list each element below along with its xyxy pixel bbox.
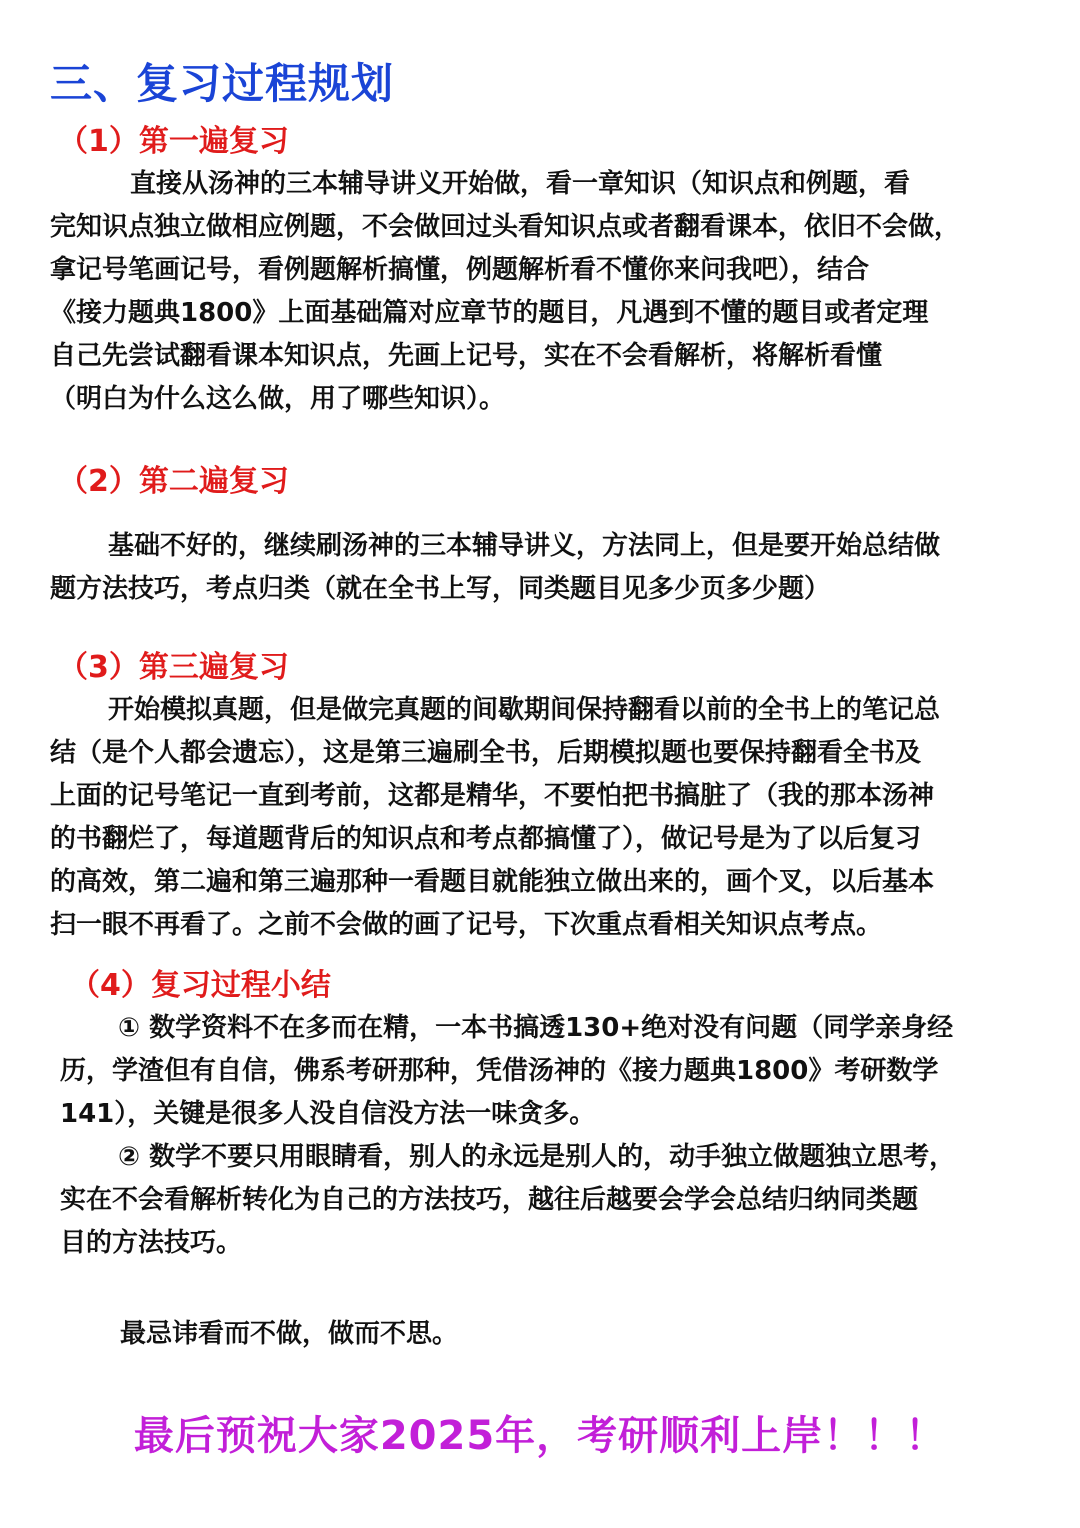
text-line: 拿记号笔画记号，看例题解析搞懂，例题解析看不懂你来问我吧），结合 <box>50 255 870 285</box>
text-line: 自己先尝试翻看课本知识点，先画上记号，实在不会看解析，将解析看懂 <box>50 341 883 371</box>
text-line: 上面的记号笔记一直到考前，这都是精华，不要怕把书搞脏了（我的那本汤神 <box>50 781 935 811</box>
text-line: （明白为什么这么做，用了哪些知识）。 <box>50 384 506 414</box>
section-body-first-review <box>50 163 960 421</box>
text-line: 历，学渣但有自信，佛系考研那种，凭借汤神的《接力题典1800》考研数学 <box>60 1056 939 1086</box>
section-heading-review-summary: （4）复习过程小结 <box>70 968 331 1003</box>
section-heading-third-review: （3）第三遍复习 <box>58 650 289 685</box>
text-line: 基础不好的，继续刷汤神的三本辅导讲义，方法同上，但是要开始总结做 <box>108 531 941 561</box>
summary-point-two: ② 数学不要只用眼睛看，别人的永远是别人的，动手独立做题独立思考， <box>118 1142 956 1172</box>
section-body-second-review <box>50 525 940 611</box>
text-line: 完知识点独立做相应例题，不会做回过头看知识点或者翻看课本，依旧不会做， <box>50 212 961 242</box>
summary-point-one: ① 数学资料不在多而在精，一本书搞透130+绝对没有问题（同学亲身经 <box>118 1013 954 1043</box>
text-line: 开始模拟真题，但是做完真题的间歇期间保持翻看以前的全书上的笔记总 <box>108 695 941 725</box>
text-line: 扫一眼不再看了。之前不会做的画了记号，下次重点看相关知识点考点。 <box>50 910 883 940</box>
section-body-third-review <box>50 689 940 947</box>
text-line: 直接从汤神的三本辅导讲义开始做，看一章知识（知识点和例题，看 <box>130 169 911 199</box>
text-line: 141），关键是很多人没自信没方法一味贪多。 <box>60 1099 596 1129</box>
section-body-review-summary <box>60 1007 955 1265</box>
text-line: 的高效，第二遍和第三遍那种一看题目就能独立做出来的，画个叉，以后基本 <box>50 867 935 897</box>
text-line: 目的方法技巧。 <box>60 1228 243 1258</box>
text-line: 实在不会看解析转化为自己的方法技巧，越往后越要会学会总结归纳同类题 <box>60 1185 919 1215</box>
section-heading-second-review: （2）第二遍复习 <box>58 464 289 499</box>
section-heading-first-review: （1）第一遍复习 <box>58 124 289 159</box>
page-title: 三、复习过程规划 <box>50 59 395 108</box>
text-line: 的书翻烂了，每道题背后的知识点和考点都搞懂了），做记号是为了以后复习 <box>50 824 922 854</box>
text-line: 题方法技巧，考点归类（就在全书上写，同类题目见多少页多少题） <box>50 574 831 604</box>
text-line: 《接力题典1800》上面基础篇对应章节的题目，凡遇到不懂的题目或者定理 <box>50 298 929 328</box>
motto: 最忌讳看而不做，做而不思。 <box>120 1319 459 1349</box>
closing-wish: 最后预祝大家2025年，考研顺利上岸！！！ <box>133 1413 947 1459</box>
text-line: 结（是个人都会遗忘），这是第三遍刷全书，后期模拟题也要保持翻看全书及 <box>50 738 922 768</box>
